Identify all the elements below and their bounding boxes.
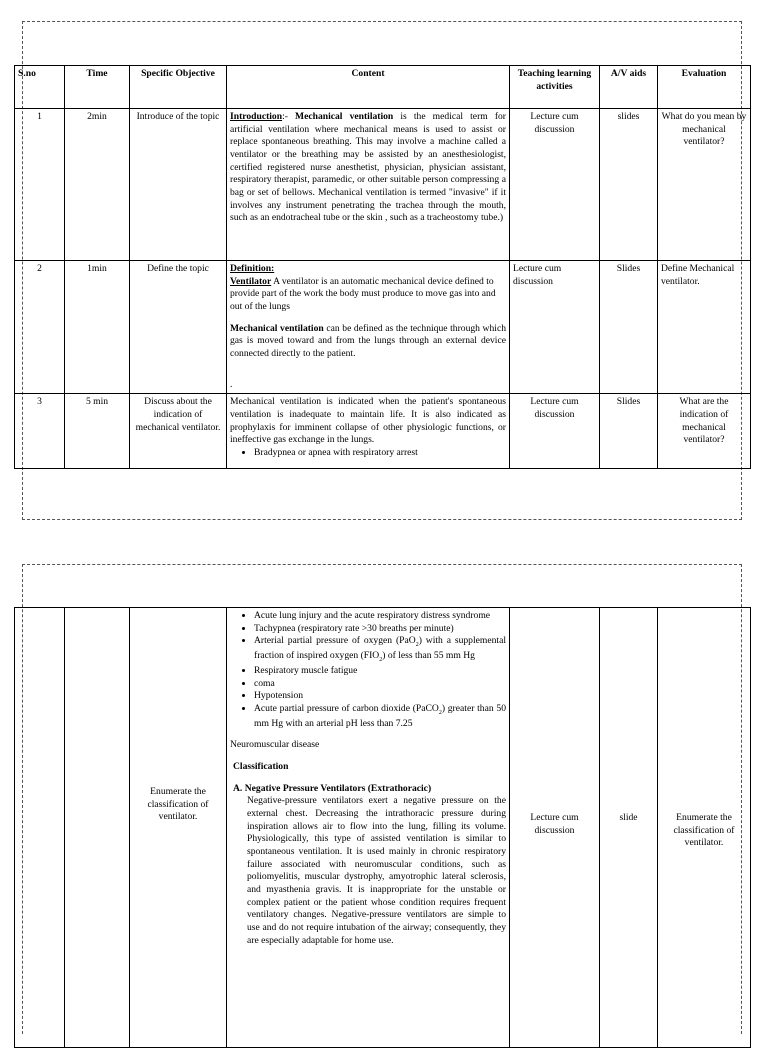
cell-time: 1min <box>65 261 130 394</box>
intro-heading: Introduction <box>230 111 283 122</box>
ventilator-term: Ventilator <box>230 275 272 287</box>
header-time: Time <box>65 66 130 109</box>
cell-av: Slides <box>600 261 658 394</box>
cell-av: slide <box>600 608 658 1048</box>
header-teaching: Teaching learning activities <box>510 66 600 109</box>
list-item: • coma <box>254 678 506 691</box>
intro-term: Mechanical ventilation <box>295 111 394 122</box>
table-row <box>15 394 751 469</box>
mv-term: Mechanical ventilation <box>230 322 324 334</box>
classification-heading: Classification <box>233 761 289 773</box>
list-item: • Tachypnea (respiratory rate >30 breaths per minute) <box>254 623 506 636</box>
cell-evaluation: What are the indication of mechanical ventilator? <box>658 394 751 469</box>
table-row <box>15 109 751 261</box>
list-item: • Acute partial pressure of carbon dioxide (PaCO$_2$) greater than 50 mm Hg with an arterial pH less than 7.25 <box>254 703 506 730</box>
header-av: A/V aids <box>600 66 658 109</box>
list-item: • Acute lung injury and the acute respiratory distress syndrome <box>254 610 506 623</box>
cell-time <box>65 608 130 1048</box>
list-item: • Hypotension <box>254 690 506 703</box>
header-sno: S.no <box>15 66 65 109</box>
cell-time: 2min <box>65 109 130 261</box>
ventilator-definition: A ventilator is an automatic mechanical device defined to provide part of the work the body must produce to move gas into and out of the lungs <box>230 275 496 312</box>
indication-text: Mechanical ventilation is indicated when the patient's spontaneous ventilation is inadequate to maintain life. It is also indicated as prophylaxis for imminent collapse of other physiologic functions, or ineffective gas exchange in the lungs. <box>230 396 506 446</box>
cell-time: 5 min <box>65 394 130 469</box>
cell-sno: 1 <box>15 109 65 261</box>
mv-definition: can be defined as the technique through which gas is moved toward and from the lungs through an external device connected directly to the patient. <box>230 322 507 359</box>
header-objective: Specific Objective <box>130 66 227 109</box>
negative-pressure-heading: A. Negative Pressure Ventilators (Extrathoracic) <box>233 782 432 794</box>
cell-teaching: Lecture cum discussion <box>510 608 600 1048</box>
cell-evaluation: Define Mechanical ventilator. <box>658 261 751 394</box>
cell-content <box>227 608 510 1048</box>
header-evaluation: Evaluation <box>658 66 751 109</box>
lesson-plan-table-continued <box>14 607 751 1048</box>
neuromuscular-text: Neuromuscular disease <box>230 739 320 751</box>
list-item: • Bradypnea or apnea with respiratory arrest <box>254 447 506 460</box>
cell-av: Slides <box>600 394 658 469</box>
cell-objective: Discuss about the indication of mechanical ventilator. <box>130 394 227 469</box>
cell-teaching: Lecture cum discussion <box>510 109 600 261</box>
cell-av: slides <box>600 109 658 261</box>
cell-sno: 2 <box>15 261 65 394</box>
cell-content <box>227 109 510 261</box>
header-row <box>15 66 751 109</box>
cell-teaching: Lecture cum discussion <box>510 394 600 469</box>
cell-teaching: Lecture cum discussion <box>510 261 600 394</box>
definition-heading: Definition: <box>230 263 275 274</box>
cell-content <box>227 261 510 394</box>
cell-objective: Introduce of the topic <box>130 109 227 261</box>
list-item: • Arterial partial pressure of oxygen (PaO$_2$) with a supplemental fraction of inspired oxygen $(FIO_2)$ of less than 55 mm Hg <box>254 635 506 665</box>
cell-evaluation: Enumerate the classification of ventilator. <box>658 608 751 1048</box>
header-content: Content <box>227 66 510 109</box>
table-row <box>15 608 751 1048</box>
cell-content <box>227 394 510 469</box>
cell-evaluation: What do you mean by mechanical ventilator? <box>658 109 751 261</box>
trailing-dot: . <box>230 378 233 390</box>
cell-objective: Define the topic <box>130 261 227 394</box>
table-row <box>15 261 751 394</box>
negative-pressure-text: Negative-pressure ventilators exert a negative pressure on the external chest. Decreasing the intrathoracic pressure during inspiration allows air to flow into the lung, filling its volume. Physiologically, this type of assisted ventilation is similar to spontaneous ventilation. It is used mainly in chronic respiratory failure associated with neuromuscular conditions, such as poliomyelitis, muscular dystrophy, amyotrophic lateral sclerosis, and myasthenia gravis. It is inappropriate for the unstable or complex patient or the patient whose condition requires frequent ventilatory changes. Negative-pressure ventilators are simple to use and do not require intubation of the airway; consequently, they are especially adaptable for home use. <box>247 795 506 946</box>
intro-sep: :- <box>282 111 296 122</box>
lesson-plan-table <box>14 65 751 469</box>
cell-objective: Enumerate the classification of ventilator. <box>130 608 227 1048</box>
list-item: • Respiratory muscle fatigue <box>254 665 506 678</box>
cell-sno: 3 <box>15 394 65 469</box>
cell-sno <box>15 608 65 1048</box>
intro-text: is the medical term for artificial ventilation where mechanical means is used to assist or replace spontaneous breathing. This may involve a machine called a ventilator or the breathing may be assisted by an anesthesiologist, certified registered nurse anesthetist, physician, physician assistant, respiratory therapist, paramedic, or other suitable person compressing a bag or set of bellows. Mechanical ventilation is termed "invasive" if it involves any instrument penetrating the trachea through the mouth, such as an endotracheal tube or the skin , such as a tracheostomy tube.) <box>230 111 507 224</box>
